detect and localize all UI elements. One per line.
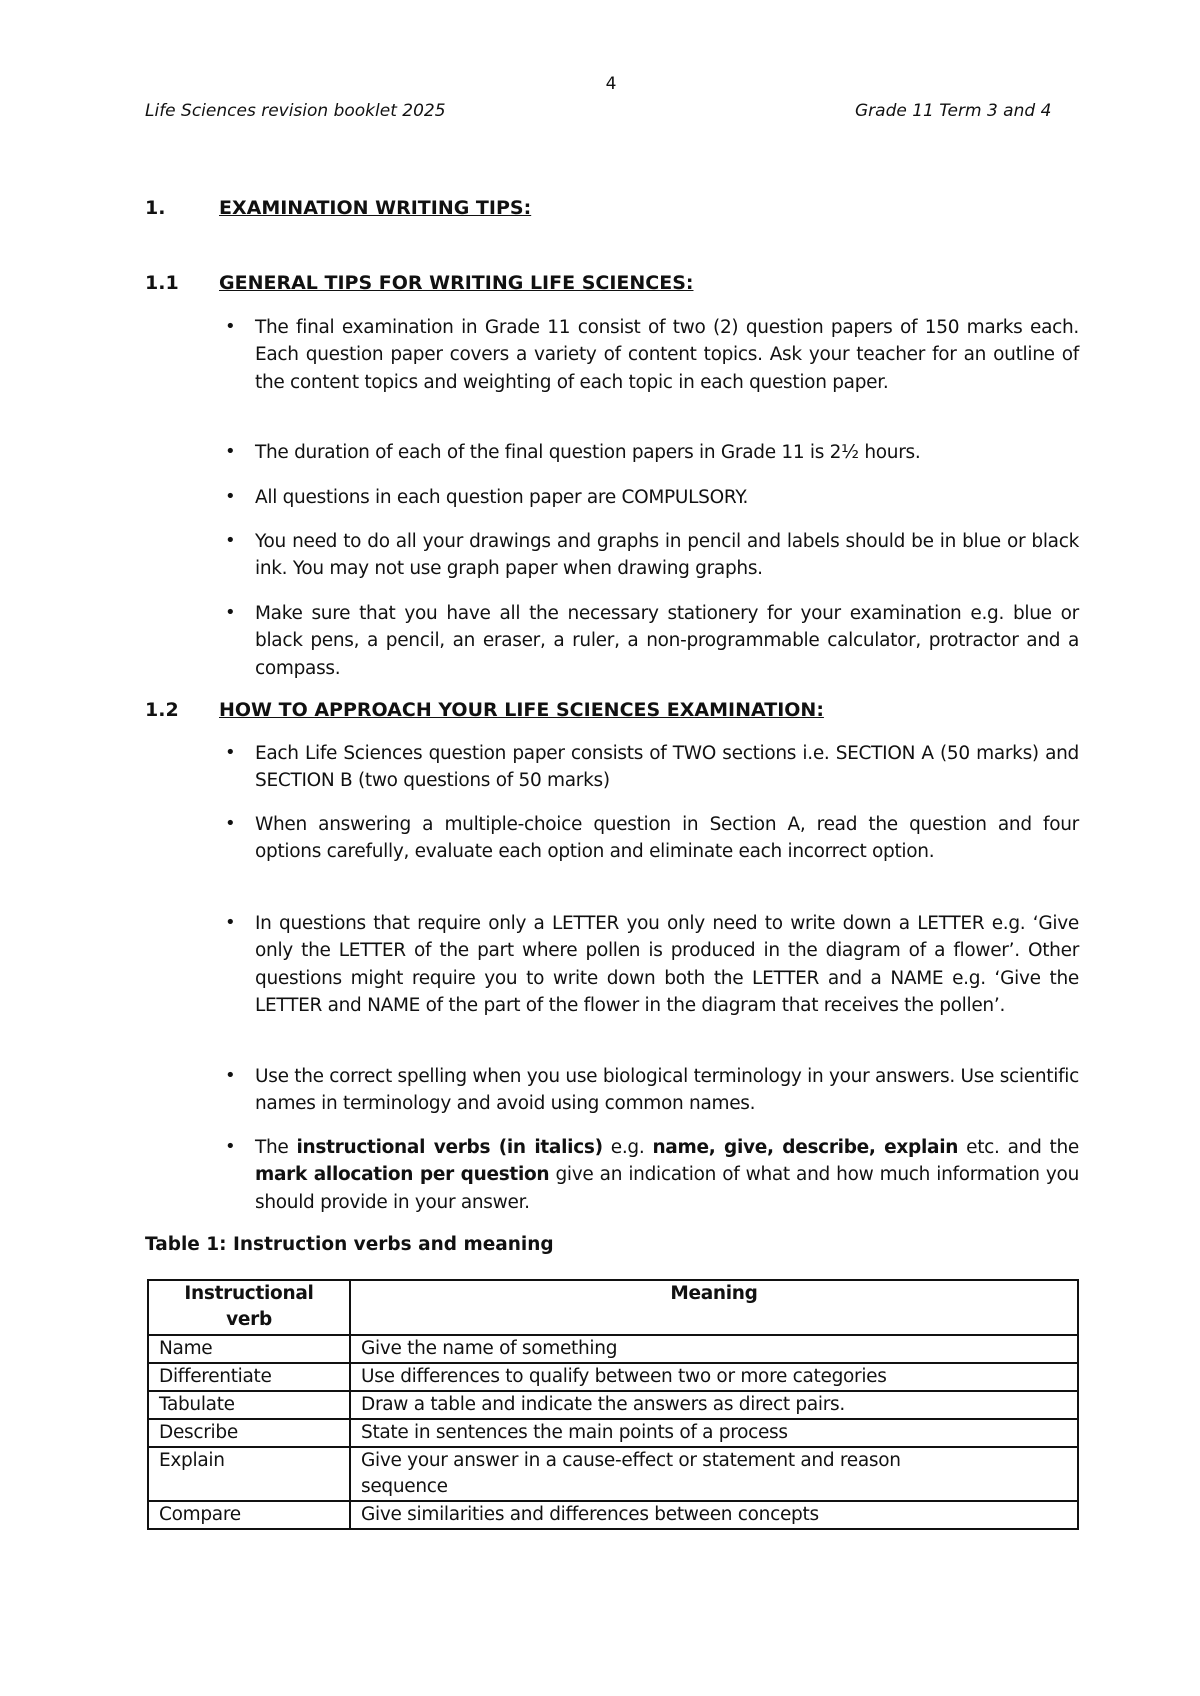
list-item: When answering a multiple-choice question in Section A, read the question and four options carefully, evaluate each option and eliminate each incorrect option.	[255, 814, 1079, 863]
section-heading: GENERAL TIPS FOR WRITING LIFE SCIENCES:	[219, 272, 694, 294]
section-number: 1.1	[145, 272, 179, 294]
table-row	[148, 1501, 1078, 1529]
meaning-cell: Give the name of something	[350, 1335, 1078, 1363]
list-item: In questions that require only a LETTER you only need to write down a LETTER e.g. ‘Give only the LETTER of the part where pollen is produced in the diagram of a flower’. Other questions might require you to write down both the LETTER and a NAME e.g. ‘Give the LETTER and NAME of the part of the flower in the diagram that receives the pollen’.	[255, 913, 1079, 1016]
table-header-row	[148, 1280, 1078, 1335]
header-right: Grade 11 Term 3 and 4	[855, 101, 1052, 121]
meaning-cell: Draw a table and indicate the answers as direct pairs.	[350, 1391, 1078, 1419]
table-row	[148, 1363, 1078, 1391]
list-item: Make sure that you have all the necessary stationery for your examination e.g. blue or black pens, a pencil, an eraser, a ruler, a non-programmable calculator, protractor and a compass.	[255, 603, 1079, 679]
bullet-icon: •	[225, 316, 236, 337]
section-number: 1.2	[145, 699, 179, 721]
instruction-verbs-table	[147, 1279, 1079, 1530]
verb-cell: Name	[148, 1335, 350, 1363]
bullet-icon: •	[225, 742, 236, 763]
meaning-cell: Give your answer in a cause-effect or statement and reason sequence	[350, 1447, 1078, 1501]
verb-cell: Differentiate	[148, 1363, 350, 1391]
bullet-icon: •	[225, 813, 236, 834]
section-heading: HOW TO APPROACH YOUR LIFE SCIENCES EXAMINATION:	[219, 699, 824, 721]
section-number: 1.	[145, 197, 166, 219]
meaning-cell: State in sentences the main points of a process	[350, 1419, 1078, 1447]
meaning-cell: Give similarities and differences between concepts	[350, 1501, 1078, 1529]
list-item: Use the correct spelling when you use biological terminology in your answers. Use scientific names in terminology and avoid using common names.	[255, 1066, 1079, 1115]
bullet-icon: •	[225, 602, 236, 623]
bullet-icon: •	[225, 1065, 236, 1086]
list-item: The instructional verbs (in italics) e.g. name, give, describe, explain etc. and the mark allocation per question give an indication of what and how much information you should provide in your answer.	[255, 1137, 1080, 1213]
bullet-icon: •	[225, 912, 236, 933]
table-caption: Table 1: Instruction verbs and meaning	[145, 1234, 554, 1255]
verb-cell: Describe	[148, 1419, 350, 1447]
list-item: All questions in each question paper are COMPULSORY.	[255, 487, 749, 508]
verb-cell: Compare	[148, 1501, 350, 1529]
column-header: Instructional verb	[148, 1280, 350, 1335]
table-row	[148, 1419, 1078, 1447]
list-item: The duration of each of the final question papers in Grade 11 is 2½ hours.	[255, 442, 921, 463]
table-row	[148, 1335, 1078, 1363]
bullet-icon: •	[225, 441, 236, 462]
column-header: Meaning	[350, 1280, 1078, 1335]
page-number: 4	[605, 74, 617, 94]
meaning-cell: Use differences to qualify between two or more categories	[350, 1363, 1078, 1391]
verb-cell: Explain	[148, 1447, 350, 1501]
bullet-icon: •	[225, 486, 236, 507]
table-row	[148, 1447, 1078, 1501]
table-row	[148, 1391, 1078, 1419]
list-item: The final examination in Grade 11 consist of two (2) question papers of 150 marks each. Each question paper covers a variety of content topics. Ask your teacher for an outline of the content topics and weighting of each topic in each question paper.	[255, 317, 1079, 393]
list-item: You need to do all your drawings and graphs in pencil and labels should be in blue or black ink. You may not use graph paper when drawing graphs.	[255, 531, 1079, 580]
list-item: Each Life Sciences question paper consists of TWO sections i.e. SECTION A (50 marks) and SECTION B (two questions of 50 marks)	[255, 743, 1079, 792]
section-heading: EXAMINATION WRITING TIPS:	[219, 197, 532, 219]
bullet-icon: •	[225, 530, 236, 551]
header-left: Life Sciences revision booklet 2025	[145, 101, 446, 121]
bullet-icon: •	[225, 1136, 236, 1157]
verb-cell: Tabulate	[148, 1391, 350, 1419]
